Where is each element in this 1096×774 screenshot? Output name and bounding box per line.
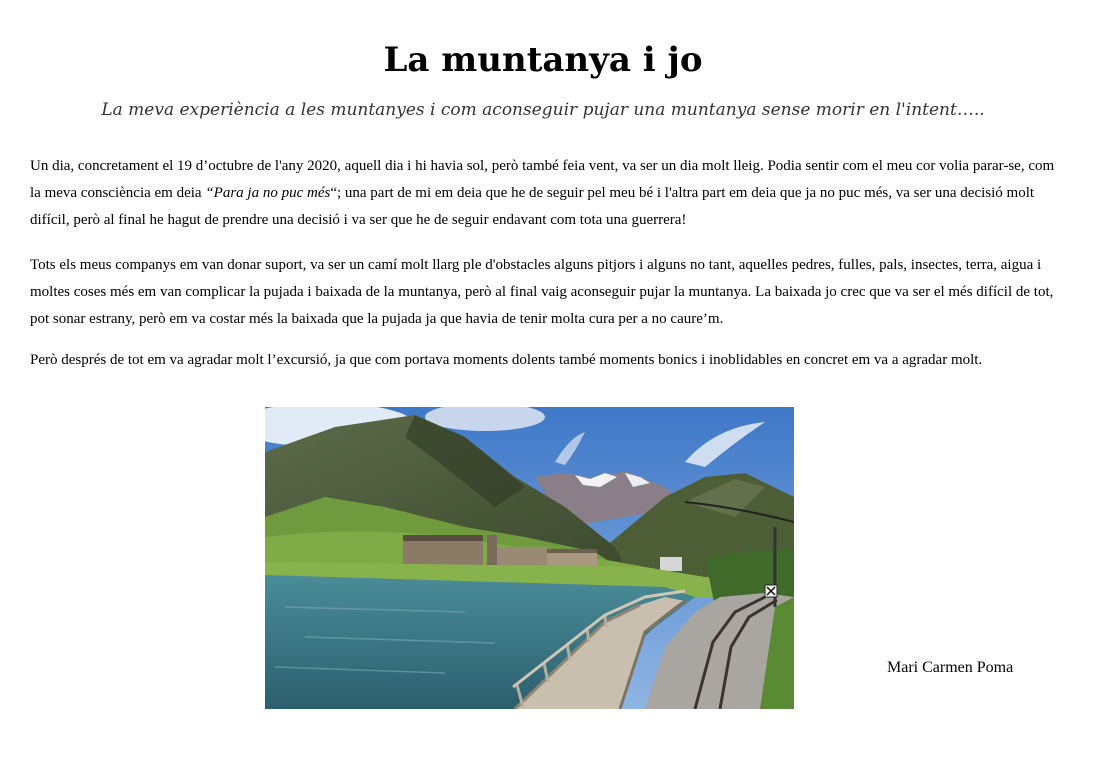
paragraph-1-text-after: “; una part de mi em deia que he de seguir pel meu bé i l'altra part em deia que ja no puc més, va ser una decisió molt difícil, però al final he hagut de prendre una decisió i va ser que he de seguir endavant com tota una guerrera! <box>30 185 1035 228</box>
paragraph-1-text-before: Un dia, concretament el 19 d’octubre de l'any 2020, aquell dia i hi havia sol, però també feia vent, va ser un dia molt lleig. Podia sentir com el meu cor volia parar-se, com la meva consciència em deia <box>30 158 1055 201</box>
paragraph-3: Però després de tot em va agradar molt l’excursió, ja que com portava moments dolents també moments bonics i inoblidables en concret em va a agradar molt. <box>30 352 983 368</box>
page-title: La muntanya i jo <box>383 40 703 80</box>
page-subtitle: La meva experiència a les muntanyes i com aconseguir pujar una muntanya sense morir en l'intent….. <box>101 100 985 120</box>
author-name: Mari Carmen Poma <box>887 659 1014 676</box>
mountain-lake-photo <box>265 407 794 709</box>
paragraph-1 <box>30 153 1062 234</box>
paragraph-1-quote: “Para ja no puc més <box>205 185 331 201</box>
paragraph-2: Tots els meus companys em van donar suport, va ser un camí molt llarg ple d'obstacles alguns pitjors i alguns no tant, aquelles pedres, fulles, pals, insectes, terra, aigua i moltes coses més em van complicar la pujada i baixada de la muntanya, però al final vaig aconseguir pujar la muntanya. La baixada jo crec que va ser el més difícil de tot, pot sonar estrany, però em va costar més la baixada que la pujada ja que havia de tenir molta cura per a no caure’m. <box>30 257 1054 327</box>
